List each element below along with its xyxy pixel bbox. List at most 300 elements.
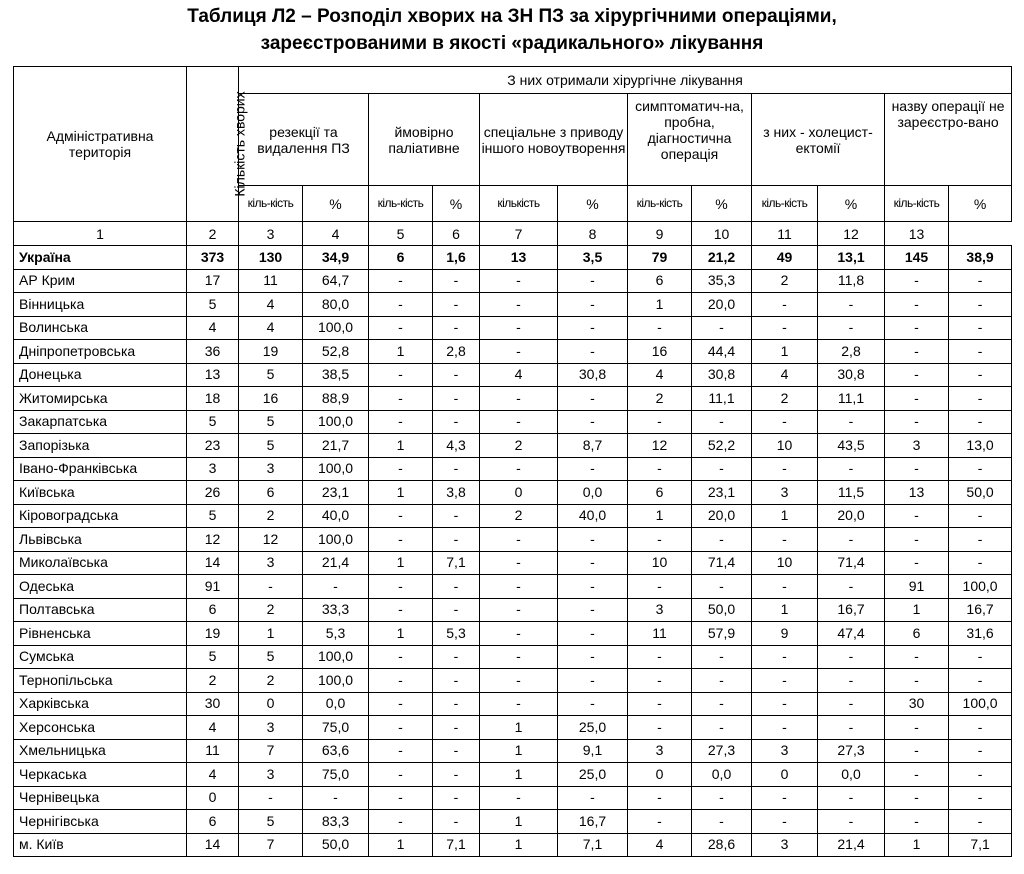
table-cell: - [369, 598, 433, 622]
table-cell: 21,7 [303, 434, 369, 458]
table-cell: 20,0 [818, 504, 885, 528]
table-cell: - [369, 669, 433, 693]
table-cell: - [480, 622, 558, 646]
table-cell: - [818, 716, 885, 740]
table-cell: 35,3 [692, 269, 752, 293]
table-cell: 4 [480, 363, 558, 387]
table-cell: 0,0 [692, 763, 752, 787]
table-cell: - [480, 692, 558, 716]
table-cell: 11,1 [818, 387, 885, 411]
table-cell: 5 [187, 504, 239, 528]
table-cell: - [303, 786, 369, 810]
table-cell: - [558, 575, 628, 599]
table-cell: 1 [480, 810, 558, 834]
table-cell: 44,4 [692, 340, 752, 364]
table-cell: 50,0 [303, 833, 369, 857]
table-cell: - [628, 410, 692, 434]
table-title-line-2: зареєстрованими в якості «радикального» лікування [260, 33, 764, 54]
header-surgery-group: З них отримали хірургічне лікування [239, 67, 1012, 94]
table-cell: 1 [239, 622, 303, 646]
table-cell: - [752, 575, 818, 599]
table-cell: 5 [187, 410, 239, 434]
column-number: 13 [885, 222, 949, 246]
table-cell: - [433, 669, 480, 693]
table-cell: - [628, 457, 692, 481]
table-cell: - [692, 786, 752, 810]
table-row [14, 739, 1012, 763]
territory-name: Сумська [14, 645, 187, 669]
table-row [14, 434, 1012, 458]
header-percent: % [558, 186, 628, 222]
table-cell: - [433, 598, 480, 622]
table-cell: 71,4 [692, 551, 752, 575]
table-cell: - [239, 575, 303, 599]
table-cell: - [480, 575, 558, 599]
table-cell: 23,1 [303, 481, 369, 505]
table-cell: - [480, 598, 558, 622]
table-cell: 1 [752, 340, 818, 364]
table-cell: - [818, 457, 885, 481]
table-cell: 11,1 [692, 387, 752, 411]
column-number: 5 [369, 222, 433, 246]
table-cell: 52,2 [692, 434, 752, 458]
table-cell: 1 [885, 833, 949, 857]
table-cell: 2 [239, 504, 303, 528]
table-cell: - [369, 504, 433, 528]
table-cell: 50,0 [949, 481, 1012, 505]
table-cell: 4 [187, 763, 239, 787]
table-cell: - [752, 316, 818, 340]
table-cell: 6 [187, 598, 239, 622]
table-cell: 30 [885, 692, 949, 716]
table-cell: - [885, 763, 949, 787]
table-cell: 91 [885, 575, 949, 599]
table-cell: - [369, 293, 433, 317]
table-cell: - [369, 269, 433, 293]
header-resection: резекції та видалення ПЗ [239, 94, 369, 186]
table-cell: 100,0 [303, 316, 369, 340]
table-cell: 0 [239, 692, 303, 716]
column-number: 10 [692, 222, 752, 246]
table-cell: - [949, 387, 1012, 411]
table-cell: 16,7 [558, 810, 628, 834]
table-cell: - [480, 316, 558, 340]
table-cell: 1 [480, 716, 558, 740]
territory-name: Полтавська [14, 598, 187, 622]
table-cell: - [480, 786, 558, 810]
table-cell: - [480, 387, 558, 411]
table-cell: 100,0 [303, 669, 369, 693]
table-cell: 49 [752, 246, 818, 270]
table-cell: - [480, 457, 558, 481]
table-cell: 3 [239, 551, 303, 575]
table-cell: - [885, 716, 949, 740]
table-cell: - [558, 410, 628, 434]
table-cell: 31,6 [949, 622, 1012, 646]
table-cell: - [692, 575, 752, 599]
table-cell: 1 [752, 598, 818, 622]
table-cell: 75,0 [303, 716, 369, 740]
table-cell: - [752, 645, 818, 669]
table-cell: 57,9 [692, 622, 752, 646]
table-cell: 6 [369, 246, 433, 270]
table-cell: 14 [187, 551, 239, 575]
table-cell: - [949, 763, 1012, 787]
table-cell: - [628, 316, 692, 340]
table-cell: 16 [239, 387, 303, 411]
header-percent: % [692, 186, 752, 222]
table-cell: - [885, 340, 949, 364]
table-cell: - [369, 692, 433, 716]
table-cell: 10 [628, 551, 692, 575]
table-cell: - [818, 692, 885, 716]
header-cholecystectomy: з них - холецист-ектомії [752, 94, 885, 186]
table-cell: 100,0 [949, 575, 1012, 599]
table-cell: - [885, 504, 949, 528]
column-number: 9 [628, 222, 692, 246]
column-number: 11 [752, 222, 818, 246]
table-cell: - [433, 810, 480, 834]
table-cell: 100,0 [303, 457, 369, 481]
table-cell: - [433, 316, 480, 340]
table-cell: - [818, 645, 885, 669]
table-cell: 2 [239, 598, 303, 622]
table-cell: - [239, 786, 303, 810]
table-cell: 1 [480, 763, 558, 787]
table-cell: 1 [369, 340, 433, 364]
table-cell: 5 [239, 410, 303, 434]
territory-name: Закарпатська [14, 410, 187, 434]
table-cell: 9 [752, 622, 818, 646]
table-cell: - [949, 551, 1012, 575]
table-cell: - [628, 692, 692, 716]
table-cell: 11 [187, 739, 239, 763]
table-cell: 18 [187, 387, 239, 411]
table-cell: 38,5 [303, 363, 369, 387]
table-row [14, 598, 1012, 622]
table-cell: - [949, 504, 1012, 528]
table-cell: 5,3 [433, 622, 480, 646]
table-cell: - [949, 293, 1012, 317]
territory-name: м. Київ [14, 833, 187, 857]
table-cell: 3 [239, 763, 303, 787]
table-cell: 11,5 [818, 481, 885, 505]
table-cell: - [558, 692, 628, 716]
table-cell: 2,8 [818, 340, 885, 364]
table-cell: - [433, 786, 480, 810]
table-cell: - [433, 504, 480, 528]
table-cell: 52,8 [303, 340, 369, 364]
table-cell: - [949, 269, 1012, 293]
table-cell: 3 [752, 739, 818, 763]
territory-name: Миколаївська [14, 551, 187, 575]
table-cell: - [949, 645, 1012, 669]
table-cell: 13,1 [818, 246, 885, 270]
table-cell: 7,1 [433, 833, 480, 857]
table-cell: 3 [239, 716, 303, 740]
territory-name: АР Крим [14, 269, 187, 293]
table-cell: 1 [480, 833, 558, 857]
table-cell: 19 [187, 622, 239, 646]
table-cell: - [628, 645, 692, 669]
table-cell: 2 [752, 387, 818, 411]
table-cell: - [818, 316, 885, 340]
table-cell: - [692, 692, 752, 716]
territory-name: Чернівецька [14, 786, 187, 810]
table-cell: 9,1 [558, 739, 628, 763]
table-cell: - [692, 645, 752, 669]
table-cell: - [433, 269, 480, 293]
table-row [14, 528, 1012, 552]
table-cell: 21,4 [818, 833, 885, 857]
table-cell: 1 [369, 622, 433, 646]
table-cell: - [369, 363, 433, 387]
table-cell: - [558, 786, 628, 810]
table-cell: 3 [628, 598, 692, 622]
table-row [14, 669, 1012, 693]
table-cell: 3 [752, 833, 818, 857]
territory-name: Кіровоградська [14, 504, 187, 528]
table-cell: - [692, 528, 752, 552]
table-cell: 13 [480, 246, 558, 270]
table-cell: 2 [480, 434, 558, 458]
table-cell: 4 [239, 316, 303, 340]
table-row [14, 387, 1012, 411]
table-row [14, 457, 1012, 481]
table-cell: 20,0 [692, 504, 752, 528]
table-row [14, 551, 1012, 575]
table-cell: 3,8 [433, 481, 480, 505]
table-cell: - [818, 810, 885, 834]
table-cell: - [628, 528, 692, 552]
table-cell: 11 [239, 269, 303, 293]
territory-name: Тернопільська [14, 669, 187, 693]
header-percent: % [818, 186, 885, 222]
table-cell: - [818, 410, 885, 434]
table-cell: 6 [187, 810, 239, 834]
territory-name: Київська [14, 481, 187, 505]
table-cell: 40,0 [558, 504, 628, 528]
table-cell: 10 [752, 434, 818, 458]
table-cell: - [369, 457, 433, 481]
table-cell: 0,0 [303, 692, 369, 716]
table-cell: - [558, 598, 628, 622]
territory-name: Черкаська [14, 763, 187, 787]
table-cell: 5 [239, 810, 303, 834]
table-cell: - [369, 716, 433, 740]
table-cell: 12 [628, 434, 692, 458]
table-cell: 1 [369, 481, 433, 505]
table-cell: 1,6 [433, 246, 480, 270]
table-row-total [14, 246, 1012, 270]
header-count: кіль-кість [628, 186, 692, 222]
table-cell: 30,8 [818, 363, 885, 387]
table-cell: - [433, 645, 480, 669]
table-cell: - [558, 340, 628, 364]
table-cell: 71,4 [818, 551, 885, 575]
table-cell: 27,3 [692, 739, 752, 763]
table-cell: 75,0 [303, 763, 369, 787]
table-cell: 3,5 [558, 246, 628, 270]
column-number: 3 [239, 222, 303, 246]
table-cell: 23 [187, 434, 239, 458]
table-cell: - [628, 669, 692, 693]
table-cell: 2 [239, 669, 303, 693]
table-cell: 91 [187, 575, 239, 599]
table-row [14, 833, 1012, 857]
table-cell: - [818, 293, 885, 317]
table-cell: 5,3 [303, 622, 369, 646]
table-cell: - [692, 316, 752, 340]
header-count: кіль-кість [752, 186, 818, 222]
table-row [14, 716, 1012, 740]
table-cell: 1 [628, 504, 692, 528]
table-cell: 2 [480, 504, 558, 528]
table-cell: 43,5 [818, 434, 885, 458]
column-number: 4 [303, 222, 369, 246]
header-patients [187, 67, 248, 222]
table-cell: - [369, 645, 433, 669]
table-cell: - [692, 810, 752, 834]
table-row [14, 293, 1012, 317]
table-cell: 100,0 [949, 692, 1012, 716]
table-row [14, 504, 1012, 528]
table-cell: 80,0 [303, 293, 369, 317]
table-cell: - [369, 739, 433, 763]
table-cell: 40,0 [303, 504, 369, 528]
table-cell: - [480, 645, 558, 669]
table-row [14, 692, 1012, 716]
table-cell: - [818, 575, 885, 599]
column-number: 1 [14, 222, 187, 246]
table-row [14, 363, 1012, 387]
table-cell: - [752, 669, 818, 693]
table-row [14, 575, 1012, 599]
table-cell: - [558, 551, 628, 575]
header-count: кіль-кість [369, 186, 433, 222]
table-cell: 12 [187, 528, 239, 552]
table-cell: 34,9 [303, 246, 369, 270]
table-cell: 19 [239, 340, 303, 364]
table-cell: 21,2 [692, 246, 752, 270]
column-number: 6 [433, 222, 480, 246]
table-cell: - [369, 410, 433, 434]
table-cell: 4 [187, 716, 239, 740]
table-row [14, 481, 1012, 505]
table-cell: 7,1 [949, 833, 1012, 857]
table-cell: 3 [885, 434, 949, 458]
table-cell: 30 [187, 692, 239, 716]
table-cell: - [949, 457, 1012, 481]
table-cell: 63,6 [303, 739, 369, 763]
table-cell: - [369, 810, 433, 834]
table-row [14, 269, 1012, 293]
table-cell: - [885, 786, 949, 810]
table-cell: 88,9 [303, 387, 369, 411]
table-cell: - [558, 622, 628, 646]
table-cell: - [628, 810, 692, 834]
table-cell: 2 [752, 269, 818, 293]
table-cell: 25,0 [558, 716, 628, 740]
table-cell: - [885, 410, 949, 434]
table-cell: - [885, 739, 949, 763]
table-cell: - [558, 316, 628, 340]
header-percent: % [949, 186, 1012, 222]
table-cell: 5 [187, 293, 239, 317]
table-cell: - [433, 739, 480, 763]
table-cell: 0 [187, 786, 239, 810]
table-cell: - [885, 669, 949, 693]
table-cell: 1 [369, 551, 433, 575]
table-cell: - [752, 716, 818, 740]
table-cell: - [692, 716, 752, 740]
table-cell: - [692, 669, 752, 693]
table-cell: - [885, 363, 949, 387]
table-cell: - [692, 457, 752, 481]
table-cell: - [818, 669, 885, 693]
table-cell: - [885, 293, 949, 317]
header-count: кількість [480, 186, 558, 222]
header-percent: % [433, 186, 480, 222]
territory-name: Херсонська [14, 716, 187, 740]
table-row [14, 645, 1012, 669]
table-cell: 4 [628, 363, 692, 387]
table-cell: - [558, 457, 628, 481]
table-row [14, 410, 1012, 434]
table-cell: 5 [239, 363, 303, 387]
table-row [14, 763, 1012, 787]
header-count: кіль-кість [885, 186, 949, 222]
table-cell: - [369, 575, 433, 599]
table-cell: 4 [752, 363, 818, 387]
table-cell: 7 [239, 739, 303, 763]
column-number: 7 [480, 222, 558, 246]
table-title [0, 3, 1024, 57]
table-cell: - [885, 457, 949, 481]
table-cell: - [433, 410, 480, 434]
table-cell: - [369, 387, 433, 411]
table-cell: 16,7 [818, 598, 885, 622]
table-cell: 5 [239, 434, 303, 458]
table-cell: - [480, 410, 558, 434]
table-cell: 3 [187, 457, 239, 481]
table-cell: 4 [628, 833, 692, 857]
table-cell: 3 [628, 739, 692, 763]
table-cell: 11 [628, 622, 692, 646]
table-cell: - [558, 293, 628, 317]
table-cell: - [885, 316, 949, 340]
table-cell: 4 [239, 293, 303, 317]
column-number-row [14, 222, 1012, 246]
table-title-line-1: Таблиця Л2 – Розподіл хворих на ЗН ПЗ за хірургічними операціями, [187, 6, 837, 27]
table-cell: - [369, 763, 433, 787]
table-cell: 25,0 [558, 763, 628, 787]
table-cell: - [628, 786, 692, 810]
table-row [14, 340, 1012, 364]
territory-name: Запорізька [14, 434, 187, 458]
table-cell: - [480, 340, 558, 364]
table-cell: 6 [628, 269, 692, 293]
table-cell: - [480, 269, 558, 293]
table-cell: - [752, 810, 818, 834]
table-cell: 7,1 [433, 551, 480, 575]
table-cell: - [752, 528, 818, 552]
table-cell: - [558, 528, 628, 552]
table-cell: 30,8 [692, 363, 752, 387]
table-cell: - [949, 528, 1012, 552]
table-cell: - [433, 575, 480, 599]
table-cell: 23,1 [692, 481, 752, 505]
